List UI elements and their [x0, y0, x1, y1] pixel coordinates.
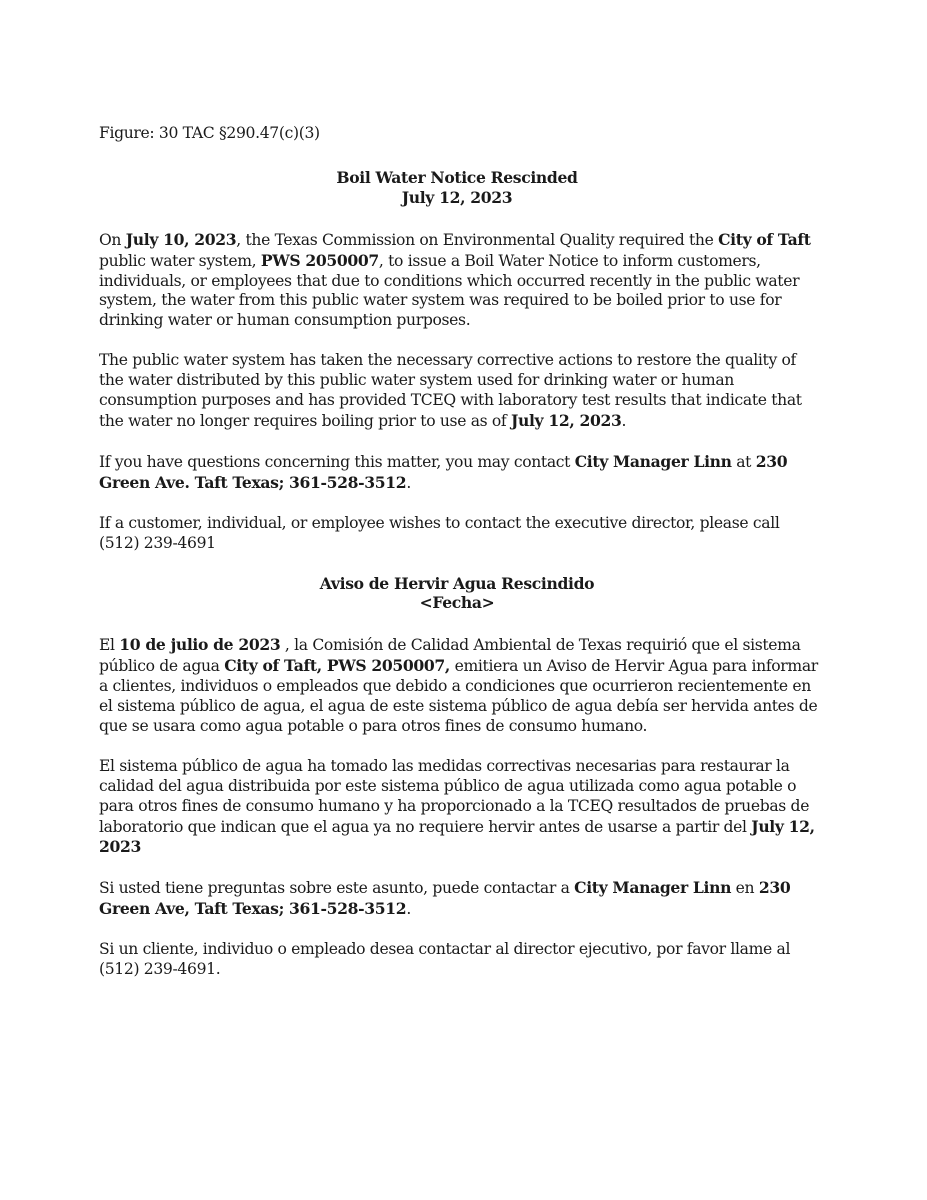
english-paragraph-contact	[99, 452, 819, 494]
system-name-pws-id: City of Taft, PWS 2050007,	[224, 656, 450, 676]
text: , the Texas Commission on Environmental Quality required the	[236, 230, 719, 249]
text: , to issue a Boil Water Notice to inform customers, individuals, or employees that due to conditions which occurred recently in the public water system, the water from this public water system was required to be boiled prior to use for drinking water or human consumption purposes.	[99, 251, 800, 330]
text: .	[621, 411, 627, 430]
text: .	[406, 473, 411, 492]
spanish-paragraph-issuance	[99, 635, 819, 737]
english-paragraph-executive-director: If a customer, individual, or employee wishes to contact the executive director, please call (512) 239-4691	[99, 513, 780, 552]
contact-name: City Manager Linn	[574, 451, 732, 471]
text: El sistema público de agua ha tomado las medidas correctivas necesarias para restaurar la calidad del agua distribuida por este sistema público de agua utilizada como agua potable o para otros fines de consumo humano y ha proporcionado a la TCEQ resultados de pruebas de laboratorio que indican que el agua ya no requiere hervir antes de usarse a partir del	[99, 756, 810, 836]
issue-date: July 10, 2023	[125, 229, 237, 249]
english-date: July 12, 2023	[401, 187, 513, 207]
english-paragraph-issuance	[99, 230, 819, 332]
text: en	[731, 879, 759, 898]
spanish-title: Aviso de Hervir Agua Rescindido	[319, 573, 595, 593]
system-name: City of Taft	[718, 229, 811, 249]
english-heading	[99, 168, 815, 208]
text: On	[99, 230, 126, 249]
contact-name: City Manager Linn	[574, 878, 732, 898]
figure-reference: Figure: 30 TAC §290.47(c)(3)	[99, 124, 320, 142]
contact-address-phone: 230 Green Ave. Taft Texas; 361-528-3512	[99, 451, 788, 492]
text: emitiera un Aviso de Hervir Agua para informar a clientes, individuos o empleados que debido a condiciones que ocurrieron recientemente en el sistema público de agua, el agua de este sistema público de agua debía ser hervida antes de que se usara como agua potable o para otros fines de consumo humano.	[99, 657, 818, 735]
issue-date: 10 de julio de 2023	[119, 635, 281, 655]
english-title: Boil Water Notice Rescinded	[336, 167, 578, 187]
text: at	[731, 452, 756, 471]
spanish-paragraph-contact	[99, 878, 819, 920]
text: If you have questions concerning this matter, you may contact	[99, 452, 575, 471]
document-page	[99, 124, 819, 1000]
rescind-date: July 12, 2023	[510, 410, 622, 430]
spanish-paragraph-corrective-actions	[99, 757, 819, 859]
text: public water system,	[99, 251, 261, 270]
spanish-paragraph-executive-director: Si un cliente, individuo o empleado desea contactar al director ejecutivo, por favor llame al (512) 239-4691.	[99, 940, 791, 979]
spanish-date: <Fecha>	[419, 593, 495, 613]
text: Si usted tiene preguntas sobre este asunto, puede contactar a	[99, 879, 575, 898]
text: .	[406, 900, 411, 919]
text: , la Comisión de Calidad Ambiental de Texas requirió que el sistema público de agua	[99, 636, 801, 676]
contact-address-phone: 230 Green Ave, Taft Texas; 361-528-3512	[99, 878, 791, 919]
english-paragraph-corrective-actions	[99, 351, 819, 432]
spanish-heading	[99, 574, 815, 614]
rescind-date: July 12, 2023	[99, 816, 815, 857]
pws-id: PWS 2050007	[260, 250, 379, 270]
text: El	[99, 636, 120, 655]
text: The public water system has taken the necessary corrective actions to restore the quality of the water distributed by this public water system used for drinking water or human consumption purposes and has provided TCEQ with laboratory test results that indicate that the water no longer requires boiling prior to use as of	[99, 351, 802, 430]
